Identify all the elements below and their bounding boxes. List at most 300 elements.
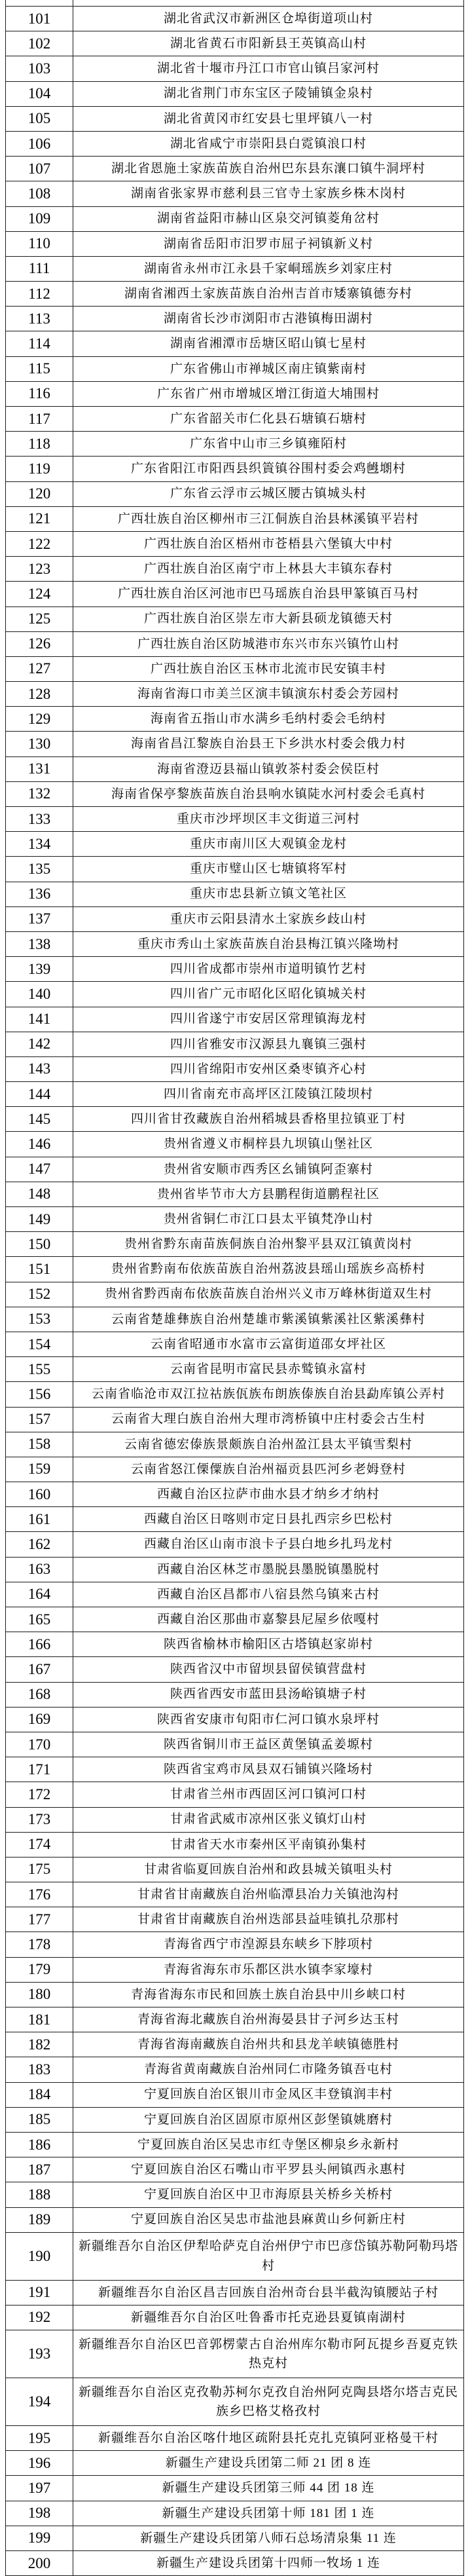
table-row — [6, 1882, 464, 1907]
row-number-cell: 178 — [6, 1932, 73, 1957]
row-number-cell: 136 — [6, 882, 73, 906]
village-name-cell: 广东省佛山市禅城区南庄镇紫南村 — [73, 356, 464, 381]
village-name-cell: 四川省广元市昭化区昭化镇城关村 — [73, 982, 464, 1007]
village-name-cell: 海南省昌江黎族自治县王下乡洪水村委会俄力村 — [73, 732, 464, 756]
table-row — [6, 2501, 464, 2526]
row-number-cell: 182 — [6, 2032, 73, 2057]
row-number-cell: 162 — [6, 1532, 73, 1557]
row-number-cell: 175 — [6, 1857, 73, 1882]
row-number-cell: 126 — [6, 631, 73, 656]
partial-row-number-cell — [6, 0, 73, 7]
village-name-cell: 湖北省咸宁市崇阳县白霓镇浪口村 — [73, 131, 464, 156]
row-number-cell: 109 — [6, 206, 73, 231]
row-number-cell: 105 — [6, 106, 73, 131]
table-row — [6, 457, 464, 481]
row-number-cell: 116 — [6, 381, 73, 406]
table-row — [6, 2551, 464, 2576]
table-row — [6, 506, 464, 531]
table-row — [6, 1982, 464, 2007]
table-row — [6, 81, 464, 106]
row-number-cell: 146 — [6, 1132, 73, 1157]
row-number-cell: 174 — [6, 1832, 73, 1857]
village-name-cell: 甘肃省天水市秦州区平南镇孙集村 — [73, 1832, 464, 1857]
table-row — [6, 1607, 464, 1632]
village-name-cell: 四川省南充市高坪区江陵镇江陵坝村 — [73, 1082, 464, 1107]
village-name-cell: 湖北省十堰市丹江口市官山镇吕家河村 — [73, 56, 464, 81]
table-row — [6, 1932, 464, 1957]
table-row — [6, 582, 464, 607]
village-name-cell: 宁夏回族自治区石嘴山市平罗县头闸镇西永惠村 — [73, 2157, 464, 2182]
village-name-cell: 云南省怒江傈僳族自治州福贡县匹河乡老姆登村 — [73, 1457, 464, 1482]
village-name-cell: 贵州省黔东南苗族侗族自治州黎平县双江镇黄岗村 — [73, 1232, 464, 1257]
village-name-cell: 西藏自治区昌都市八宿县然乌镇来古村 — [73, 1582, 464, 1607]
table-row — [6, 531, 464, 556]
village-name-cell: 重庆市秀山土家族苗族自治县梅江镇兴隆坳村 — [73, 931, 464, 956]
village-name-cell: 湖南省岳阳市汨罗市屈子祠镇新义村 — [73, 231, 464, 256]
table-row — [6, 1557, 464, 1582]
table-row — [6, 1432, 464, 1457]
table-row — [6, 407, 464, 432]
row-number-cell: 140 — [6, 982, 73, 1007]
row-number-cell: 185 — [6, 2107, 73, 2132]
table-row — [6, 1307, 464, 1332]
village-name-cell: 陕西省宝鸡市凤县双石铺镇兴隆场村 — [73, 1757, 464, 1782]
row-number-cell: 157 — [6, 1407, 73, 1432]
row-number-cell: 179 — [6, 1957, 73, 1982]
table-row — [6, 106, 464, 131]
village-name-cell: 贵州省安顺市西秀区幺铺镇阿歪寨村 — [73, 1157, 464, 1182]
table-row — [6, 1232, 464, 1257]
village-name-cell: 青海省海东市乐都区洪水镇李家壕村 — [73, 1957, 464, 1982]
row-number-cell: 186 — [6, 2132, 73, 2157]
table-row — [6, 256, 464, 281]
table-row — [6, 656, 464, 681]
village-name-cell: 广西壮族自治区防城港市东兴市东兴镇竹山村 — [73, 631, 464, 656]
row-number-cell: 142 — [6, 1032, 73, 1056]
table-row — [6, 282, 464, 307]
village-name-cell: 重庆市璧山区七塘镇将军村 — [73, 857, 464, 882]
village-name-cell: 甘肃省甘南藏族自治州迭部县益哇镇扎尕那村 — [73, 1907, 464, 1932]
village-name-cell: 西藏自治区山南市浪卡子县白地乡扎玛龙村 — [73, 1532, 464, 1557]
table-row — [6, 781, 464, 806]
table-row — [6, 1056, 464, 1081]
row-number-cell: 111 — [6, 256, 73, 281]
village-name-cell: 四川省成都市崇州市道明镇竹艺村 — [73, 957, 464, 982]
table-row — [6, 1207, 464, 1232]
table-row — [6, 356, 464, 381]
row-number-cell: 153 — [6, 1307, 73, 1332]
row-number-cell: 197 — [6, 2476, 73, 2501]
table-row — [6, 1457, 464, 1482]
village-name-cell: 西藏自治区林芝市墨脱县墨脱镇墨脱村 — [73, 1557, 464, 1582]
row-number-cell: 101 — [6, 7, 73, 31]
row-number-cell: 169 — [6, 1707, 73, 1732]
table-row — [6, 157, 464, 181]
row-number-cell: 139 — [6, 957, 73, 982]
table-row — [6, 931, 464, 956]
village-name-cell: 甘肃省甘南藏族自治州临潭县冶力关镇池沟村 — [73, 1882, 464, 1907]
row-number-cell: 160 — [6, 1482, 73, 1507]
table-row — [6, 1357, 464, 1382]
row-number-cell: 132 — [6, 781, 73, 806]
table-row — [6, 131, 464, 156]
village-name-cell: 宁夏回族自治区吴忠市盐池县麻黄山乡何新庄村 — [73, 2207, 464, 2232]
table-row — [6, 906, 464, 931]
row-number-cell: 168 — [6, 1682, 73, 1707]
row-number-cell: 112 — [6, 282, 73, 307]
row-number-cell: 196 — [6, 2451, 73, 2476]
village-name-cell: 青海省黄南藏族自治州同仁市隆务镇吾屯村 — [73, 2057, 464, 2082]
row-number-cell: 173 — [6, 1807, 73, 1832]
village-name-cell: 广东省云浮市云城区腰古镇城头村 — [73, 481, 464, 506]
table-row — [6, 2232, 464, 2280]
row-number-cell: 138 — [6, 931, 73, 956]
village-name-cell: 云南省大理白族自治州大理市湾桥镇中庄村委会古生村 — [73, 1407, 464, 1432]
table-row — [6, 607, 464, 631]
row-number-cell: 129 — [6, 707, 73, 732]
village-name-cell: 新疆生产建设兵团第八师石总场清泉集 11 连 — [73, 2526, 464, 2550]
village-name-cell: 贵州省黔南布依族苗族自治州荔波县瑶山瑶族乡高桥村 — [73, 1257, 464, 1282]
table-row — [6, 2451, 464, 2476]
row-number-cell: 137 — [6, 906, 73, 931]
row-number-cell: 181 — [6, 2007, 73, 2032]
row-number-cell: 127 — [6, 656, 73, 681]
village-name-cell: 陕西省榆林市榆阳区古塔镇赵家峁村 — [73, 1632, 464, 1657]
village-name-cell: 湖北省黄石市阳新县王英镇高山村 — [73, 31, 464, 56]
village-name-cell: 海南省海口市美兰区演丰镇演东村委会芳园村 — [73, 682, 464, 707]
row-number-cell: 103 — [6, 56, 73, 81]
village-name-cell: 广东省广州市增城区增江街道大埔围村 — [73, 381, 464, 406]
table-row — [6, 1757, 464, 1782]
row-number-cell: 113 — [6, 307, 73, 331]
village-name-cell: 新疆生产建设兵团第十四师一牧场 1 连 — [73, 2551, 464, 2576]
row-number-cell: 159 — [6, 1457, 73, 1482]
table-row — [6, 2378, 464, 2426]
table-row — [6, 807, 464, 832]
row-number-cell: 165 — [6, 1607, 73, 1632]
village-name-cell: 重庆市忠县新立镇文笔社区 — [73, 882, 464, 906]
row-number-cell: 176 — [6, 1882, 73, 1907]
village-name-cell: 海南省保亭黎族苗族自治县响水镇陡水河村委会毛真村 — [73, 781, 464, 806]
table-row — [6, 7, 464, 31]
row-number-cell: 188 — [6, 2182, 73, 2207]
table-row — [6, 557, 464, 582]
village-name-cell: 青海省海南藏族自治州共和县龙羊峡镇德胜村 — [73, 2032, 464, 2057]
village-name-cell: 宁夏回族自治区中卫市海原县关桥乡关桥村 — [73, 2182, 464, 2207]
row-number-cell: 161 — [6, 1507, 73, 1532]
row-number-cell: 198 — [6, 2501, 73, 2526]
village-name-cell: 四川省甘孜藏族自治州稻城县香格里拉镇亚丁村 — [73, 1107, 464, 1132]
row-number-cell: 106 — [6, 131, 73, 156]
row-number-cell: 187 — [6, 2157, 73, 2182]
row-number-cell: 170 — [6, 1732, 73, 1757]
village-name-cell: 重庆市南川区大观镇金龙村 — [73, 832, 464, 857]
row-number-cell: 189 — [6, 2207, 73, 2232]
table-row — [6, 1282, 464, 1307]
row-number-cell: 184 — [6, 2082, 73, 2107]
table-row — [6, 56, 464, 81]
village-name-cell: 湖南省永州市江永县千家峒瑶族乡刘家庄村 — [73, 256, 464, 281]
village-name-cell: 四川省雅安市汉源县九襄镇三强村 — [73, 1032, 464, 1056]
table-row — [6, 2007, 464, 2032]
village-name-cell: 陕西省汉中市留坝县留侯镇营盘村 — [73, 1657, 464, 1682]
table-row — [6, 2526, 464, 2550]
village-name-cell: 湖北省黄冈市红安县七里坪镇八一村 — [73, 106, 464, 131]
table-row — [6, 756, 464, 781]
row-number-cell: 172 — [6, 1782, 73, 1807]
table-row — [6, 381, 464, 406]
row-number-cell: 145 — [6, 1107, 73, 1132]
table-row — [6, 1132, 464, 1157]
table-row — [6, 1957, 464, 1982]
row-number-cell: 149 — [6, 1207, 73, 1232]
row-number-cell: 141 — [6, 1007, 73, 1032]
table-row — [6, 1682, 464, 1707]
village-name-cell: 陕西省铜川市王益区黄堡镇孟姜塬村 — [73, 1732, 464, 1757]
village-name-cell: 广东省阳江市阳西县织篢镇谷围村委会鸡乸㙟村 — [73, 457, 464, 481]
row-number-cell: 120 — [6, 481, 73, 506]
table-row — [6, 832, 464, 857]
village-name-cell: 云南省楚雄彝族自治州楚雄市紫溪镇紫溪社区紫溪彝村 — [73, 1307, 464, 1332]
table-row — [6, 957, 464, 982]
table-row — [6, 206, 464, 231]
row-number-cell: 147 — [6, 1157, 73, 1182]
table-row — [6, 982, 464, 1007]
table-row — [6, 882, 464, 906]
village-name-cell: 宁夏回族自治区吴忠市红寺堡区柳泉乡永新村 — [73, 2132, 464, 2157]
row-number-cell: 117 — [6, 407, 73, 432]
table-row — [6, 631, 464, 656]
row-number-cell: 180 — [6, 1982, 73, 2007]
row-number-cell: 200 — [6, 2551, 73, 2576]
village-name-cell: 西藏自治区日喀则市定日县扎西宗乡巴松村 — [73, 1507, 464, 1532]
row-number-cell: 123 — [6, 557, 73, 582]
row-number-cell: 193 — [6, 2330, 73, 2378]
row-number-cell: 163 — [6, 1557, 73, 1582]
village-name-cell: 西藏自治区拉萨市曲水县才纳乡才纳村 — [73, 1482, 464, 1507]
table-row — [6, 857, 464, 882]
row-number-cell: 128 — [6, 682, 73, 707]
table-row — [6, 1657, 464, 1682]
row-number-cell: 110 — [6, 231, 73, 256]
table-row — [6, 1707, 464, 1732]
row-number-cell: 148 — [6, 1182, 73, 1206]
village-name-cell: 重庆市云阳县清水土家族乡歧山村 — [73, 906, 464, 931]
table-row — [6, 1257, 464, 1282]
table-row — [6, 181, 464, 206]
table-row — [6, 1382, 464, 1407]
table-row — [6, 331, 464, 356]
village-name-cell: 新疆维吾尔自治区克孜勒苏柯尔克孜自治州阿克陶县塔尔塔吉克民族乡巴格艾格孜村 — [73, 2378, 464, 2426]
table-row — [6, 1532, 464, 1557]
village-name-cell: 湖南省湘西土家族苗族自治州吉首市矮寨镇德夯村 — [73, 282, 464, 307]
row-number-cell: 177 — [6, 1907, 73, 1932]
village-name-cell: 广东省中山市三乡镇雍陌村 — [73, 432, 464, 457]
village-name-cell: 海南省澄迈县福山镇敦茶村委会侯臣村 — [73, 756, 464, 781]
table-row — [6, 432, 464, 457]
partial-row-top — [6, 0, 464, 7]
village-name-cell: 甘肃省临夏回族自治州和政县城关镇咀头村 — [73, 1857, 464, 1882]
village-name-cell: 陕西省安康市旬阳市仁河口镇水泉坪村 — [73, 1707, 464, 1732]
village-name-cell: 新疆维吾尔自治区巴音郭楞蒙古自治州库尔勒市阿瓦提乡吾夏克铁热克村 — [73, 2330, 464, 2378]
table-row — [6, 682, 464, 707]
row-number-cell: 154 — [6, 1332, 73, 1356]
village-name-cell: 广西壮族自治区梧州市苍梧县六堡镇大中村 — [73, 531, 464, 556]
table-row — [6, 2057, 464, 2082]
row-number-cell: 119 — [6, 457, 73, 481]
row-number-cell: 183 — [6, 2057, 73, 2082]
village-name-cell: 青海省西宁市湟源县东峡乡下脖项村 — [73, 1932, 464, 1957]
table-row — [6, 2182, 464, 2207]
row-number-cell: 143 — [6, 1056, 73, 1081]
row-number-cell: 167 — [6, 1657, 73, 1682]
row-number-cell: 158 — [6, 1432, 73, 1457]
table-row — [6, 1807, 464, 1832]
table-row — [6, 1582, 464, 1607]
village-name-cell: 湖南省湘潭市岳塘区昭山镇七星村 — [73, 331, 464, 356]
table-row — [6, 1407, 464, 1432]
row-number-cell: 122 — [6, 531, 73, 556]
village-name-cell: 新疆生产建设兵团第二师 21 团 8 连 — [73, 2451, 464, 2476]
row-number-cell: 195 — [6, 2426, 73, 2451]
row-number-cell: 125 — [6, 607, 73, 631]
table-row — [6, 1332, 464, 1356]
village-name-cell: 新疆维吾尔自治区喀什地区疏附县托克扎克镇阿亚格曼干村 — [73, 2426, 464, 2451]
row-number-cell: 194 — [6, 2378, 73, 2426]
village-name-cell: 四川省遂宁市安居区常理镇海龙村 — [73, 1007, 464, 1032]
row-number-cell: 134 — [6, 832, 73, 857]
row-number-cell: 171 — [6, 1757, 73, 1782]
row-number-cell: 118 — [6, 432, 73, 457]
row-number-cell: 102 — [6, 31, 73, 56]
row-number-cell: 150 — [6, 1232, 73, 1257]
row-number-cell: 191 — [6, 2280, 73, 2305]
village-name-cell: 西藏自治区那曲市嘉黎县尼屋乡依嘎村 — [73, 1607, 464, 1632]
row-number-cell: 114 — [6, 331, 73, 356]
table-row — [6, 1832, 464, 1857]
village-name-cell: 贵州省黔西南布依族苗族自治州兴义市万峰林街道双生村 — [73, 1282, 464, 1307]
village-name-cell: 云南省昭通市水富市云富街道邵女坪社区 — [73, 1332, 464, 1356]
row-number-cell: 115 — [6, 356, 73, 381]
table-row — [6, 231, 464, 256]
row-number-cell: 107 — [6, 157, 73, 181]
village-name-cell: 广西壮族自治区玉林市北流市民安镇丰村 — [73, 656, 464, 681]
table-row — [6, 2107, 464, 2132]
table-row — [6, 1482, 464, 1507]
village-name-cell: 新疆生产建设兵团第三师 44 团 18 连 — [73, 2476, 464, 2501]
village-name-cell: 宁夏回族自治区银川市金凤区丰登镇润丰村 — [73, 2082, 464, 2107]
village-name-cell: 重庆市沙坪坝区丰文街道三河村 — [73, 807, 464, 832]
village-table-body — [6, 0, 464, 2576]
village-name-cell: 宁夏回族自治区固原市原州区彭堡镇姚磨村 — [73, 2107, 464, 2132]
row-number-cell: 121 — [6, 506, 73, 531]
table-row — [6, 1782, 464, 1807]
village-name-cell: 青海省海北藏族自治州海晏县甘子河乡达玉村 — [73, 2007, 464, 2032]
row-number-cell: 156 — [6, 1382, 73, 1407]
table-row — [6, 707, 464, 732]
village-name-cell: 贵州省毕节市大方县鹏程街道鹏程社区 — [73, 1182, 464, 1206]
village-name-cell: 贵州省遵义市桐梓县九坝镇山堡社区 — [73, 1132, 464, 1157]
row-number-cell: 199 — [6, 2526, 73, 2550]
table-row — [6, 2476, 464, 2501]
village-name-cell: 甘肃省兰州市西固区河口镇河口村 — [73, 1782, 464, 1807]
village-name-cell: 广西壮族自治区柳州市三江侗族自治县林溪镇平岩村 — [73, 506, 464, 531]
table-row — [6, 1907, 464, 1932]
village-name-cell: 湖北省武汉市新洲区仓埠街道项山村 — [73, 7, 464, 31]
table-row — [6, 1007, 464, 1032]
village-name-cell: 贵州省铜仁市江口县太平镇梵净山村 — [73, 1207, 464, 1232]
table-row — [6, 2330, 464, 2378]
row-number-cell: 151 — [6, 1257, 73, 1282]
table-row — [6, 2157, 464, 2182]
row-number-cell: 152 — [6, 1282, 73, 1307]
village-name-cell: 广西壮族自治区崇左市大新县硕龙镇德天村 — [73, 607, 464, 631]
table-row — [6, 1507, 464, 1532]
row-number-cell: 104 — [6, 81, 73, 106]
village-name-cell: 广西壮族自治区河池市巴马瑶族自治县甲篆镇百马村 — [73, 582, 464, 607]
table-row — [6, 1632, 464, 1657]
village-name-cell: 湖北省荆门市东宝区子陵铺镇金泉村 — [73, 81, 464, 106]
village-name-cell: 陕西省西安市蓝田县汤峪镇塘子村 — [73, 1682, 464, 1707]
table-row — [6, 2280, 464, 2305]
table-row — [6, 2305, 464, 2330]
table-row — [6, 2132, 464, 2157]
row-number-cell: 133 — [6, 807, 73, 832]
row-number-cell: 144 — [6, 1082, 73, 1107]
row-number-cell: 166 — [6, 1632, 73, 1657]
table-row — [6, 1182, 464, 1206]
row-number-cell: 108 — [6, 181, 73, 206]
table-row — [6, 1107, 464, 1132]
row-number-cell: 192 — [6, 2305, 73, 2330]
village-name-cell: 青海省海东市民和回族土族自治县中川乡峡口村 — [73, 1982, 464, 2007]
table-row — [6, 1082, 464, 1107]
village-name-cell: 云南省德宏傣族景颇族自治州盈江县太平镇雪梨村 — [73, 1432, 464, 1457]
row-number-cell: 131 — [6, 756, 73, 781]
village-name-cell: 新疆生产建设兵团第十师 181 团 1 连 — [73, 2501, 464, 2526]
village-name-cell: 云南省临沧市双江拉祜族佤族布朗族傣族自治县勐库镇公弄村 — [73, 1382, 464, 1407]
village-name-cell: 新疆维吾尔自治区伊犁哈萨克自治州伊宁市巴彦岱镇苏勒阿勒玛塔村 — [73, 2232, 464, 2280]
village-name-cell: 四川省绵阳市安州区桑枣镇齐心村 — [73, 1056, 464, 1081]
table-row — [6, 481, 464, 506]
village-name-cell: 湖南省长沙市浏阳市古港镇梅田湖村 — [73, 307, 464, 331]
table-row — [6, 2426, 464, 2451]
row-number-cell: 190 — [6, 2232, 73, 2280]
table-row — [6, 2207, 464, 2232]
table-row — [6, 1732, 464, 1757]
table-row — [6, 31, 464, 56]
village-name-cell: 湖南省益阳市赫山区泉交河镇菱角岔村 — [73, 206, 464, 231]
village-list-table — [5, 0, 464, 2576]
village-name-cell: 广东省韶关市仁化县石塘镇石塘村 — [73, 407, 464, 432]
row-number-cell: 155 — [6, 1357, 73, 1382]
table-row — [6, 1857, 464, 1882]
row-number-cell: 135 — [6, 857, 73, 882]
village-name-cell: 湖南省张家界市慈利县三官寺土家族乡株木岗村 — [73, 181, 464, 206]
village-name-cell: 云南省昆明市富民县赤鹫镇永富村 — [73, 1357, 464, 1382]
table-row — [6, 732, 464, 756]
partial-row-name-cell — [73, 0, 464, 7]
row-number-cell: 130 — [6, 732, 73, 756]
row-number-cell: 124 — [6, 582, 73, 607]
village-name-cell: 新疆维吾尔自治区昌吉回族自治州奇台县半截沟镇腰站子村 — [73, 2280, 464, 2305]
table-row — [6, 1157, 464, 1182]
village-name-cell: 广西壮族自治区南宁市上林县大丰镇东春村 — [73, 557, 464, 582]
row-number-cell: 164 — [6, 1582, 73, 1607]
table-row — [6, 1032, 464, 1056]
village-name-cell: 湖北省恩施土家族苗族自治州巴东县东瀼口镇牛洞坪村 — [73, 157, 464, 181]
table-row — [6, 307, 464, 331]
